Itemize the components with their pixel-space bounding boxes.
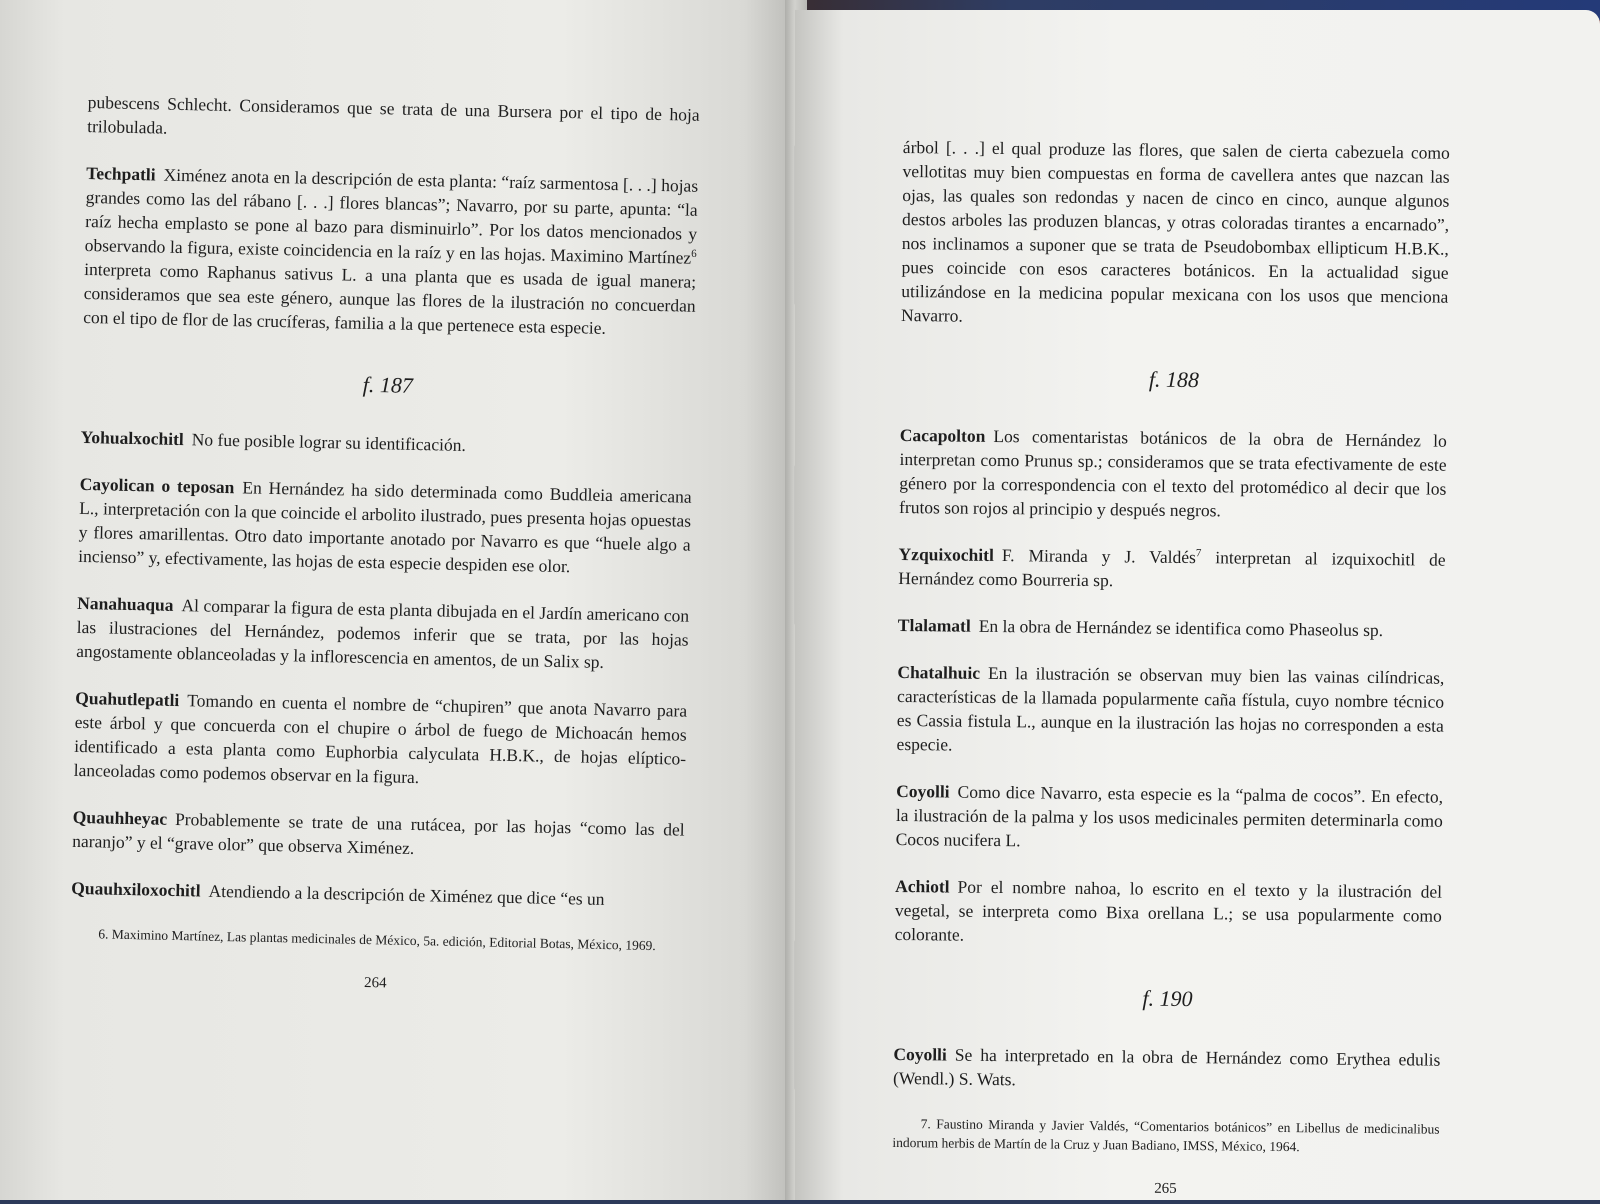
continuation-paragraph: árbol [. . .] el qual produze las flores, que salen de cierta cabezuela como vellotitas muy bien compuestas en forma de cavellera antes que nazcan las ojas, las quales son redondas y nacen de cinco en cinco, aunque algunos destos arboles las produzen blancas, y otras coloradas tirantes a encarnado”, nos inclinamos a suponer que se trata de Pseudobombax ellipticum H.B.K., pues coincide con esos caracteres botánicos. En la actualidad sigue utilizándose en la medicina popular mexicana con los usos que menciona Navarro. bbox=[901, 136, 1450, 326]
entry bbox=[72, 805, 685, 866]
entry-text: Se ha interpretado en la obra de Hernández como Erythea edulis (Wendl.) S. Wats. bbox=[893, 1044, 1441, 1090]
section-heading: f. 190 bbox=[1142, 985, 1193, 1012]
entry-text: Por el nombre nahoa, lo escrito en el texto y la ilustración del vegetal, se interpreta como Bixa orellana L.; se usa popularmente como colorante. bbox=[894, 876, 1443, 945]
entry-text: En Hernández ha sido determinada como Buddleia americana L., interpretación con la que coincide el arbolito ilustrado, pues presenta hojas opuestas y flores amarillentas. Otro dato importante anotado por Navarro es que “huele algo a incienso” y, efectivamente, las hojas de esta especie despiden ese olor. bbox=[78, 477, 692, 577]
right-page bbox=[795, 10, 1600, 1200]
entry-term: Cacapolton bbox=[899, 424, 986, 446]
entry bbox=[898, 542, 1445, 596]
entry bbox=[76, 591, 689, 676]
entry bbox=[896, 779, 1444, 857]
footnote-ref: 7 bbox=[1195, 547, 1202, 560]
entry-text: En la obra de Hernández se identifica como Phaseolus sp. bbox=[978, 615, 1384, 641]
entry bbox=[78, 472, 692, 581]
entry-text: Ximénez anota en la descripción de esta planta: “raíz sarmentosa [. . .] hojas grandes como las del rábano [. . .] flores blancas”; Navarro, por su parte, apunta: “la raíz hecha emplasto se pone al bazo para disminuirlo”. Por los datos mencionados y observando la figura, existe coincidencia en la raíz y en las hojas. Maximino Martínez bbox=[84, 164, 699, 268]
entry bbox=[898, 613, 1445, 643]
entry-text: En la ilustración se observan muy bien las vainas cilíndricas, características de la llamada popularmente caña fístula, cuyo nombre técnico es Cassia fistula L., aunque en la ilustración las hojas no corresponden a esta especie. bbox=[896, 662, 1445, 755]
footnote: 6. Maximino Martínez, Las plantas medicinales de México, 5a. edición, Editorial Botas, México, 1969. bbox=[98, 926, 656, 954]
entry-term: Yzquixochitl bbox=[898, 543, 995, 565]
entry-term: Achiotl bbox=[895, 875, 950, 897]
entry bbox=[71, 876, 683, 913]
entry-techpatli bbox=[83, 161, 698, 342]
footnote-ref: 6 bbox=[691, 247, 697, 260]
entry-text: Tomando en cuenta el nombre de “chupiren” que anota Navarro para este árbol y que concuerda con el chupire o árbol de fuego de Michoacán hemos identificado a esta planta como Euphorbia calyculata H.B.K., de hojas elíptico-lanceoladas como podemos observar en la figura. bbox=[73, 690, 688, 788]
entry-term: Chatalhuic bbox=[897, 661, 981, 683]
entry bbox=[893, 1042, 1440, 1096]
entry-text: F. Miranda y J. Valdés bbox=[1001, 545, 1196, 568]
right-page-content bbox=[892, 135, 1450, 1204]
entry-text: Al comparar la figura de esta planta dibujada en el Jardín americano con las ilustraciones del Hernández, podemos inferir que se trata, por las hojas angostamente oblanceoladas y la inflorescencia en amentos, de un Salix sp. bbox=[76, 595, 690, 672]
page-number: 264 bbox=[363, 974, 387, 992]
entry-text-after: interpreta como Raphanus sativus L. a una planta que es usada de igual manera; consideramos que sea este género, aunque las flores de la ilustración no concuerdan con el tipo de flor de las crucíferas, familia a la que pertenece esta especie. bbox=[83, 258, 697, 338]
left-page-content bbox=[69, 90, 700, 1002]
left-page bbox=[0, 0, 800, 1200]
entry-term: Coyolli bbox=[893, 1043, 947, 1065]
entry-term: Quahutlepatli bbox=[75, 687, 180, 711]
entry-text-after: interpretan al izquixochitl de Hernández como Bourreria sp. bbox=[898, 547, 1446, 591]
entry bbox=[74, 686, 688, 795]
section-heading: f. 188 bbox=[1148, 366, 1200, 393]
entry-term: Cayolican o teposan bbox=[79, 473, 235, 498]
entry-text: Probablemente se trate de una rutácea, por las hojas “como las del naranjo” y el “grave olor” que observa Ximénez. bbox=[72, 808, 685, 858]
entry-text: Como dice Navarro, esta especie es la “palma de cocos”. En efecto, la ilustración de la palma y los usos medicinales permiten determinarla como Cocos nucifera L. bbox=[895, 781, 1444, 851]
entry-term: Techpatli bbox=[86, 162, 156, 185]
entry bbox=[896, 660, 1444, 762]
entry-term: Yohualxochitl bbox=[80, 426, 184, 450]
continuation-paragraph: pubescens Schlecht. Consideramos que se trata de una Bursera por el tipo de hoja trilobulada. bbox=[87, 91, 700, 138]
entry bbox=[895, 874, 1443, 952]
footnote: 7. Faustino Miranda y Javier Valdés, “Comentarios botánicos” en Libellus de medicinalibus indorum herbis de Martín de la Cruz y Juan Badiano, IMSS, México, 1964. bbox=[892, 1116, 1440, 1155]
entry-term: Nanahuaqua bbox=[77, 592, 174, 615]
entry-text: No fue posible lograr su identificación. bbox=[191, 429, 467, 455]
entry-term: Tlalamatl bbox=[897, 614, 971, 636]
entry-term: Quauhheyac bbox=[72, 806, 168, 829]
entry-text: Atendiendo a la descripción de Ximénez que dice “es un bbox=[208, 880, 605, 909]
entry-text: Los comentaristas botánicos de la obra de Hernández lo interpretan como Prunus sp.; consideramos que se trata efectivamente de este género por la correspondencia con el texto del protomédico al decir que los frutos son rojos al principio y después negros. bbox=[898, 425, 1447, 521]
entry-term: Quauhxiloxochitl bbox=[71, 877, 201, 901]
entry bbox=[80, 425, 692, 462]
entry-term: Coyolli bbox=[896, 780, 950, 802]
section-heading: f. 187 bbox=[362, 371, 414, 398]
entry bbox=[899, 423, 1447, 525]
page-number: 265 bbox=[1154, 1180, 1177, 1197]
